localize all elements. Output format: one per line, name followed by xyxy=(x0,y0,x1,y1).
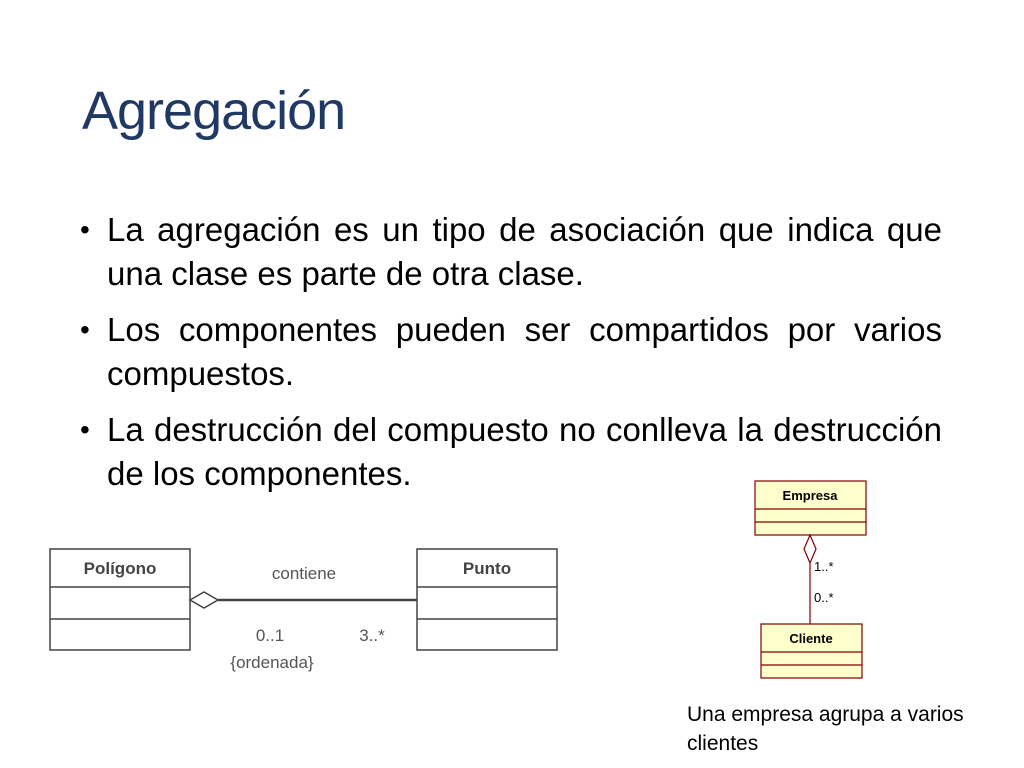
class-name-cliente: Cliente xyxy=(789,631,833,646)
class-name-poligono: Polígono xyxy=(83,559,157,578)
bullet-text: Los componentes pueden ser compartidos por varios compuestos. xyxy=(107,311,942,392)
constraint-label: {ordenada} xyxy=(230,653,314,672)
bullet-dot-icon: • xyxy=(80,414,90,445)
class-box-cliente xyxy=(761,624,862,678)
association-label: contiene xyxy=(271,564,337,583)
multiplicity-whole: 0..1 xyxy=(255,626,285,645)
bullet-dot-icon: • xyxy=(80,214,90,245)
class-box-empresa xyxy=(755,481,866,535)
class-name-punto: Punto xyxy=(462,559,512,578)
multiplicity-whole: 1..* xyxy=(814,559,834,574)
bullet-text: La destrucción del compuesto no conlleva la destrucción de los componentes. xyxy=(107,411,942,492)
slide-title: Agregación xyxy=(82,81,346,141)
bullet-text: La agregación es un tipo de asociación que indica que una clase es parte de otra clase. xyxy=(107,211,942,292)
bullet-dot-icon: • xyxy=(80,314,90,345)
multiplicity-part: 0..* xyxy=(814,590,834,605)
multiplicity-part: 3..* xyxy=(359,626,385,645)
diagram-caption: Una empresa agrupa a varios clientes xyxy=(687,703,964,755)
class-name-empresa: Empresa xyxy=(782,488,838,503)
